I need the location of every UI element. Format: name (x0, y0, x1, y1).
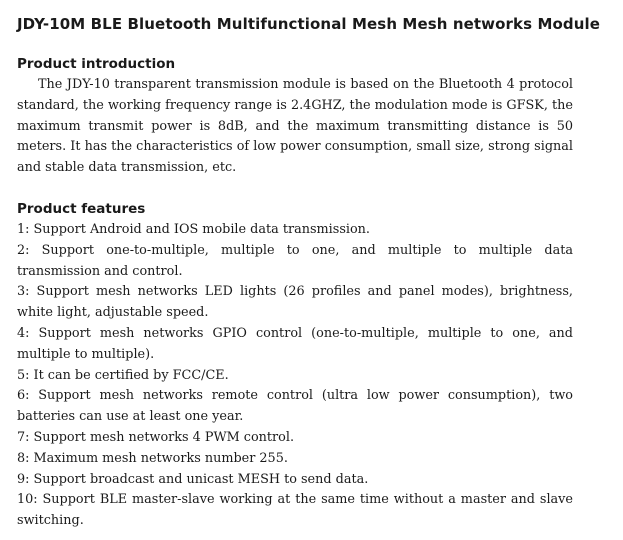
feature-item-9: 9: Support broadcast and unicast MESH to send data. (17, 471, 369, 487)
feature-item-1: 1: Support Android and IOS mobile data transmission. (17, 222, 370, 237)
document-title: JDY-10M BLE Bluetooth Multifunctional Mesh Mesh networks Module (17, 15, 601, 33)
feature-item-6: 6: Support mesh networks remote control (ultra low power consumption), two batteries can use at least one year. (17, 388, 573, 425)
feature-item-3: 3: Support mesh networks LED lights (26 profiles and panel modes), brightness, white light, adjustable speed. (17, 284, 573, 321)
feature-item-4: 4: Support mesh networks GPIO control (one-to-multiple, multiple to one, and multiple to multiple). (17, 325, 573, 362)
features-heading: Product features (17, 201, 146, 217)
feature-item-8: 8: Maximum mesh networks number 255. (17, 450, 288, 466)
feature-item-2: 2: Support one-to-multiple, multiple to one, and multiple to multiple data transmission and control. (17, 242, 573, 279)
feature-item-5: 5: It can be certified by FCC/CE. (17, 367, 229, 383)
feature-item-10: 10: Support BLE master-slave working at the same time without a master and slave switching. (17, 492, 573, 529)
features-list (17, 220, 573, 532)
intro-heading: Product introduction (17, 56, 176, 72)
feature-item-7: 7: Support mesh networks 4 PWM control. (17, 429, 295, 445)
intro-paragraph: The JDY-10 transparent transmission module is based on the Bluetooth 4 protocol standard, the working frequency range is 2.4GHZ, the modulation mode is GFSK, the maximum transmit power is 8dB, and the maximum transmitting distance is 50 meters. It has the characteristics of low power consumption, small size, strong signal and stable data transmission, etc. (17, 77, 573, 176)
